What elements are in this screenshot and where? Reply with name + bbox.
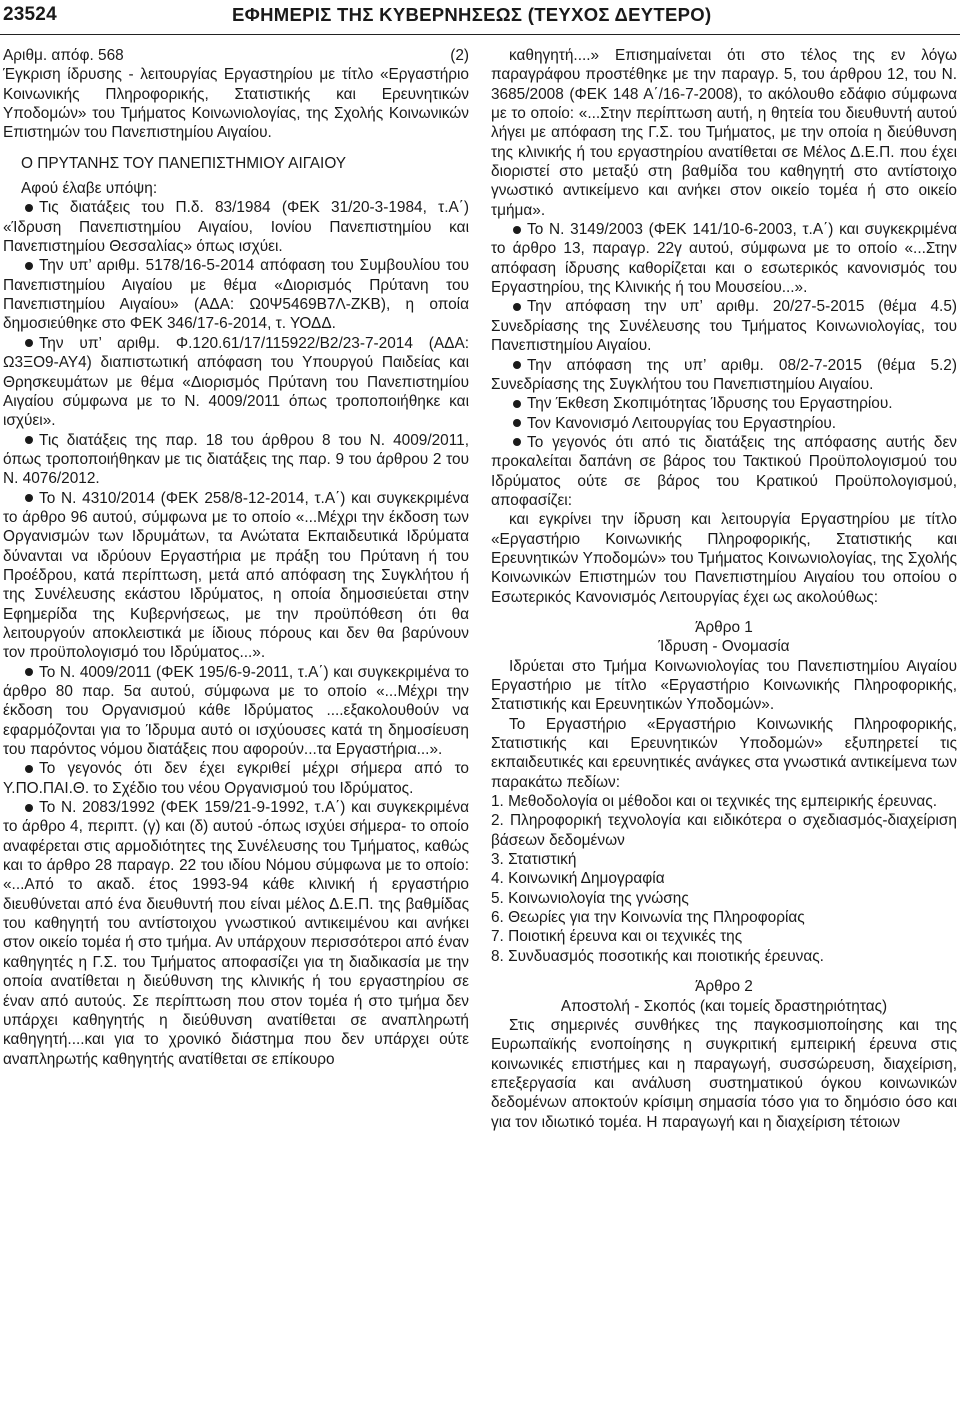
decision-title: Έγκριση ίδρυσης - λειτουργίας Εργαστηρίου με τίτλο «Εργαστήριο Κοινωνικής Πληροφορικής, Στατιστικής και Ερευνητικών Υποδομών» του Τμήματος Κοινωνιολογίας, της Σχολής Κοινωνικών Επιστημών του Πανεπιστημίου Αιγαίου. (3, 66, 469, 142)
bullet-icon (21, 432, 39, 449)
field-list-item (491, 850, 957, 869)
decision-marker: (2) (450, 47, 469, 64)
bullet-icon (21, 664, 39, 681)
field-list-item (491, 869, 957, 888)
bullet-icon (509, 298, 527, 315)
paragraph-text: Την απόφαση της υπ’ αριθμ. 08/2-7-2015 (θέμα 5.2) Συνεδρίασης της Συγκλήτου του Πανεπιστημίου Αιγαίου. (491, 356, 957, 393)
bullet-icon (21, 799, 39, 816)
bullet-icon (509, 221, 527, 238)
article-1-heading: Άρθρο 1 (695, 618, 753, 636)
field-list-item (491, 947, 957, 966)
paragraph-text: Το γεγονός ότι δεν έχει εγκριθεί μέχρι σήμερα από το Υ.ΠΟ.ΠΑΙ.Θ. το Σχέδιο του νέου Οργανισμού του Ιδρύματος. (3, 760, 469, 797)
paragraph-text: Το Ν. 4009/2011 (ΦΕΚ 195/6-9-2011, τ.Α΄) και συγκεκριμένα το άρθρο 80 παρ. 5α αυτού, σύμφωνα με το οποίο «...Μέχρι την έκδοση του Οργανισμού κάθε Ιδρύματος ....εξακολουθούν να εφαρμόζονται για το Ίδρυμα αυτό οι ισχύουσες κατά τη δημοσίευση του παρόντος νόμου διατάξεις που αφορούν...τα Εργαστήρια...». (3, 663, 469, 759)
journal-title: ΕΦΗΜΕΡΙΣ ΤΗΣ ΚΥΒΕΡΝΗΣΕΩΣ (ΤΕΥΧΟΣ ΔΕΥΤΕΡΟ) (232, 4, 712, 25)
paragraph-text: Το Εργαστήριο «Εργαστήριο Κοινωνικής Πληροφορικής, Στατιστικής και Ερευνητικών Υποδομών» εξυπηρετεί τις εκπαιδευτικές και ερευνητικές ανάγκες στα γνωστικά αντικείμενα των παρακάτω πεδίων: (491, 715, 957, 791)
consideration-item (3, 798, 469, 1069)
bullet-icon (21, 760, 39, 777)
field-list-item (491, 811, 957, 850)
consideration-item (3, 198, 469, 256)
field-list-item (491, 889, 957, 908)
paragraph-text: 7. Ποιοτική έρευνα και οι τεχνικές της (491, 928, 743, 946)
paragraph-text: Την υπ’ αριθμ. Φ.120.61/17/115922/Β2/23-7-2014 (ΑΔΑ: Ω3ΞΟ9-ΑΥ4) διαπιστωτική απόφαση του Υπουργού Παιδείας και Θρησκευμάτων με θέμα «Διορισμός Πρύτανη του Πανεπιστημίου Αιγαίου σύμφωνα με το Ν. 4009/2011 όπως τροποποιήθηκε και ισχύει». (3, 334, 469, 430)
paragraph-text: 1. Μεθοδολογία οι μέθοδοι και οι τεχνικές της εμπειρικής έρευνας. (491, 793, 937, 811)
consideration-item (3, 663, 469, 760)
paragraph-text: Την Έκθεση Σκοπιμότητας Ίδρυσης του Εργαστηρίου. (527, 395, 893, 413)
article-2-subheading: Αποστολή - Σκοπός (και τομείς δραστηριότητας) (560, 997, 888, 1015)
paragraph-text: 4. Κοινωνική Δημογραφία (491, 870, 665, 888)
paragraph-text: και εγκρίνει την ίδρυση και λειτουργία Εργαστηρίου με τίτλο «Εργαστήριο Κοινωνικής Πληροφορικής, Στατιστικής και Ερευνητικών Υποδομών» του Τμήματος Κοινωνιολογίας, της Σχολής Κοινωνικών Επιστημών του Πανεπιστημίου Αιγαίου του οποίου ο Εσωτερικός Κανονισμός Λειτουργίας έχει ως ακολούθως: (491, 511, 957, 606)
page-number: 23524 (3, 4, 57, 25)
considerations-list (3, 198, 469, 1068)
bullet-icon (509, 395, 527, 412)
page-header (0, 0, 960, 35)
consideration-item (491, 220, 957, 297)
bullet-icon (21, 199, 39, 216)
paragraph-text: Το Ν. 3149/2003 (ΦΕΚ 141/10-6-2003, τ.Α΄) και συγκεκριμένα το άρθρο 13, παραγρ. 22γ αυτού, σύμφωνα με το οποίο «...Στην απόφαση ίδρυσης καθορίζεται και ο εσωτερικός κανονισμός του Εργαστηρίου, της Κλινικής ή του Μουσείου...». (491, 221, 957, 297)
article-1-body (491, 657, 957, 792)
article-1-fields (491, 792, 957, 966)
bullet-icon (21, 257, 39, 274)
field-list-item (491, 792, 957, 811)
decision-number: Αριθμ. απόφ. 568 (3, 47, 124, 64)
paragraph-text: Το γεγονός ότι από τις διατάξεις της απόφασης αυτής δεν προκαλείται δαπάνη σε βάρος του Τακτικού Προϋπολογισμού του Ιδρύματος ούτε σε βάρος του Κρατικού Προϋπολογισμού, αποφασίζει: (491, 433, 957, 509)
paragraph-text: 5. Κοινωνιολογία της γνώσης (491, 889, 689, 907)
paragraph-text: Τις διατάξεις του Π.δ. 83/1984 (ΦΕΚ 31/20-3-1984, τ.Α΄) «Ίδρυση Πανεπιστημίου Αιγαίου, Ιονίου Πανεπιστημίου και Πανεπιστημίου Θεσσαλίας» όπως ισχύει. (3, 199, 469, 256)
bullet-icon (509, 415, 527, 432)
article-1-paragraph (491, 657, 957, 715)
consideration-item (491, 414, 957, 433)
paragraph-text: καθηγητή....» Επισημαίνεται ότι στο τέλος της εν λόγω παραγράφου προστέθηκε με την παραγρ. 5, του άρθρου 12, του Ν. 3685/2008 (ΦΕΚ 148 Α΄/16-7-2008), το ακόλουθο εδάφιο σύμφωνα με το οποίο: «...Στην περίπτωση αυτή, η θητεία του διευθυντή αυτού λήγει με απόφαση της Γ.Σ. του Τμήματος, με την οποία η διεύθυνση της κλινικής ή του εργαστηρίου ανατίθεται σε Μέλος Δ.Ε.Π. που έχει διοριστεί στο μεταξύ στη βαθμίδα του καθηγητή στο αντίστοιχο γνωστικό αντικείμενο και ανήκει στον οικείο τομέα ή στο οικείο τμήμα». (491, 47, 957, 219)
field-list-item (491, 927, 957, 946)
paragraph-text: 2. Πληροφορική τεχνολογία και ειδικότερα ο σχεδιασμός-διαχείριση βάσεων δεδομένων (491, 812, 957, 849)
paragraph-text: Τον Κανονισμό Λειτουργίας του Εργαστηρίου. (527, 414, 837, 432)
consideration-item (3, 256, 469, 333)
article-2-heading: Άρθρο 2 (695, 978, 753, 996)
bullet-icon (509, 357, 527, 374)
article-1-paragraph (491, 715, 957, 792)
paragraph-text: Το Ν. 4310/2014 (ΦΕΚ 258/8-12-2014, τ.Α΄) και συγκεκριμένα το άρθρο 96 αυτού, σύμφωνα με το οποίο «...Μέχρι την έκδοση των Οργανισμών των Ιδρυμάτων, τα Ανώτατα Εκπαιδευτικά Ιδρύματα δύνανται να ιδρύουν Εργαστήρια με πράξη του Πρύτανη ή του Προέδρου, κατά περίπτωση, μετά από απόφαση της Συγκλήτου ή της Συνέλευσης εκάστου Ιδρύματος, η οποία δημοσιεύεται στην Εφημερίδα της Κυβερνήσεως, με την προϋπόθεση ότι θα λειτουργούν αποκλειστικά με ίδιους πόρους και δεν θα βαρύνουν τον προϋπολογισμό του Ιδρύματος...». (3, 489, 469, 662)
article-1-subheading: Ίδρυση - Ονομασία (658, 638, 790, 656)
paragraph-text: Τις διατάξεις της παρ. 18 του άρθρου 8 του Ν. 4009/2011, όπως τροποποιήθηκαν με τις διατάξεις της παρ. 9 του άρθρου 2 του Ν. 4076/2012. (3, 431, 469, 488)
consideration-item (3, 489, 469, 663)
consideration-item (491, 510, 957, 607)
bullet-icon (509, 434, 527, 451)
bullet-icon (21, 335, 39, 352)
article-2-paragraph: Στις σημερινές συνθήκες της παγκοσμιοποίησης και της Ευρωπαϊκής ενοποίησης η συγκριτική εμπειρική έρευνα στις κοινωνικές επιστήμες και η παραγωγή, συσσώρευση, διαχείριση, επεξεργασία και ανάλυση συστηματικού όγκου κοινωνικών δεδομένων αποκτούν κρίσιμη σημασία τόσο για το δημόσιο όσο και για τον ιδιωτικό τομέα. Η παραγωγή και η διαχείριση τέτοιων (491, 1016, 957, 1131)
paragraph-text: Ιδρύεται στο Τμήμα Κοινωνιολογίας του Πανεπιστημίου Αιγαίου Εργαστήριο με τίτλο «Εργαστήριο Κοινωνικής Πληροφορικής, Στατιστικής και Ερευνητικών Υποδομών». (491, 657, 957, 714)
considerations-continued (491, 46, 957, 607)
paragraph-text: Το Ν. 2083/1992 (ΦΕΚ 159/21-9-1992, τ.Α΄) και συγκεκριμένα το άρθρο 4, περιπτ. (γ) και (δ) αυτού -όπως ισχύει σήμερα- το οποίο αναφέρεται στις αρμοδιότητες της Συνέλευσης του Τμήματος, καθώς και το άρθρο 28 παραγρ. 22 του ιδίου Νόμου σύμφωνα με το οποίο: «...Από το ακαδ. έτος 1993-94 κάθε κλινική ή εργαστήριο διευθύνεται από ένα διευθυντή που είναι μέλος Δ.Ε.Π. της βαθμίδας του καθηγητή του αντίστοιχου γνωστικού αντικειμένου και ανήκει στον οικείο τομέα ή στο τμήμα. Αν υπάρχουν περισσότεροι από έναν καθηγητές η Γ.Σ. του Τμήματος αποφασίζει για τη διαδικασία με την οποία ανατίθεται η διεύθυνση της κλινικής ή του εργαστηρίου σε έναν από αυτούς. Σε περίπτωση που στον τομέα ή στο τμήμα δεν υπάρχει καθηγητής η διεύθυνση ανατίθεται σε αναπληρωτή καθηγητή....και για το χρονικό διάστημα που δεν υπάρχει ούτε αναπληρωτής καθηγητής ανατίθεται σε επίκουρο (3, 799, 469, 1068)
consideration-item (491, 46, 957, 220)
paragraph-text: 8. Συνδυασμός ποσοτικής και ποιοτικής έρευνας. (491, 947, 824, 965)
right-column (491, 46, 957, 1132)
authority-heading: Ο ΠΡΥΤΑΝΗΣ ΤΟΥ ΠΑΝΕΠΙΣΤΗΜΙΟΥ ΑΙΓΑΙΟΥ (21, 154, 347, 172)
paragraph-text: Την υπ’ αριθμ. 5178/16-5-2014 απόφαση του Συμβουλίου του Πανεπιστημίου Αιγαίου με θέμα «Διορισμός Πρύτανη του Πανεπιστημίου Αιγαίου» (ΑΔΑ: Ω0Ψ5469Β7Λ-ΖΚΒ), η οποία δημοσιεύθηκε στο ΦΕΚ 346/17-6-2014, τ. ΥΟΔΔ. (3, 257, 469, 333)
consideration-item (491, 394, 957, 413)
consideration-item (3, 334, 469, 431)
consideration-item (3, 431, 469, 489)
field-list-item (491, 908, 957, 927)
having-regard: Αφού έλαβε υπόψη: (21, 180, 158, 198)
paragraph-text: 6. Θεωρίες για την Κοινωνία της Πληροφορίας (491, 909, 805, 927)
left-column (3, 46, 469, 1069)
paragraph-text: 3. Στατιστική (491, 851, 577, 869)
consideration-item (491, 297, 957, 355)
consideration-item (491, 356, 957, 395)
bullet-icon (21, 490, 39, 507)
paragraph-text: Την απόφαση την υπ’ αριθμ. 20/27-5-2015 (θέμα 4.5) Συνεδρίασης της Συνέλευσης του Τμήματος Κοινωνιολογίας, του Πανεπιστημίου Αιγαίου. (491, 298, 957, 355)
decision-number-line (3, 46, 469, 65)
consideration-item (3, 759, 469, 798)
consideration-item (491, 433, 957, 510)
